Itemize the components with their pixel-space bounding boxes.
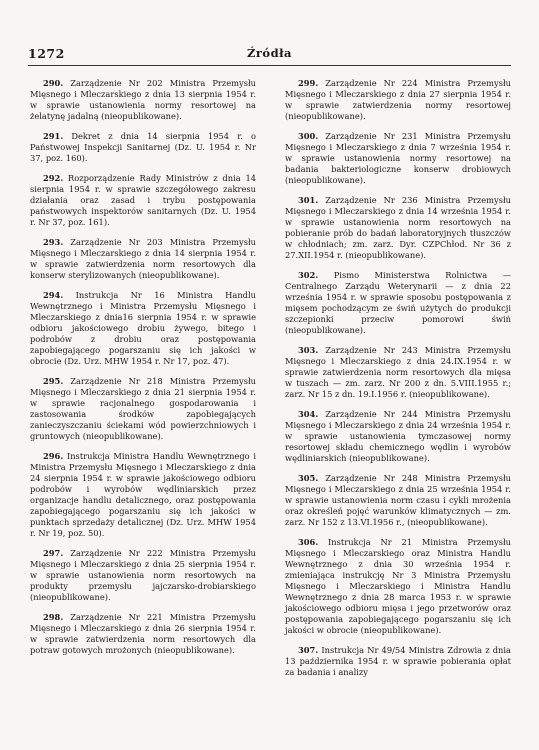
document-entry <box>285 345 511 400</box>
entry-number: 307. <box>298 645 319 655</box>
entry-text: Zarządzenie Nr 222 Ministra Przemysłu Mięsnego i Mleczarskiego z dnia 25 sierpnia 1954 r. w sprawie ustanowienia norm resortowych na produkty przemysłu jajczarsko-drobiarskiego (nieopublikowane). <box>30 548 256 602</box>
entry-text: Zarządzenie Nr 203 Ministra Przemysłu Mięsnego i Mleczarskiego z dnia 14 sierpnia 1954 r. w sprawie zatwierdzenia norm resortowych dla konserw sterylizowanych (nieopublikowane). <box>30 237 256 280</box>
entry-number: 297. <box>43 548 64 558</box>
entry-number: 299. <box>298 78 319 88</box>
document-entry <box>30 376 256 442</box>
entry-number: 301. <box>298 195 319 205</box>
entry-number: 290. <box>43 78 64 88</box>
document-entry <box>30 78 256 122</box>
document-entry <box>285 270 511 336</box>
document-entry <box>285 78 511 122</box>
header-rule <box>28 65 511 66</box>
entry-number: 303. <box>298 345 319 355</box>
entry-text: Zarządzenie Nr 231 Ministra Przemysłu Mięsnego i Mleczarskiego z dnia 7 września 1954 r. w sprawie ustanowienia normy resortowej na badania bakteriologiczne konserw drobiowych (nieopublikowane). <box>285 131 511 185</box>
entry-number: 294. <box>43 290 64 300</box>
entry-text: Pismo Ministerstwa Rolnictwa — Centralnego Zarządu Weterynarii — z dnia 22 września 1954 r. w sprawie sposobu postępowania z mięsem pochodzącym ze świń użytych do produkcji szczepionki przeciw pomorowi świń (nieopublikowane). <box>285 270 512 335</box>
entry-number: 293. <box>43 237 64 247</box>
page-number: 1272 <box>28 46 65 61</box>
document-entry <box>30 237 256 281</box>
document-entry <box>30 451 256 539</box>
entry-number: 291. <box>43 131 64 141</box>
entry-text: Dekret z dnia 14 sierpnia 1954 r. o Państwowej Inspekcji Sanitarnej (Dz. U. 1954 r. Nr 37, poz. 160). <box>30 131 256 163</box>
entry-number: 300. <box>298 131 319 141</box>
entry-text: Zarządzenie Nr 236 Ministra Przemysłu Mięsnego i Mleczarskiego z dnia 14 września 1954 r. w sprawie ustanowienia norm resortowych na pobieranie prób do badań laboratoryjnych tłuszczów w chłodniach; zm. zarz. Dyr. CZPChłod. Nr 36 z 27.XII.1954 r. (nieopublikowane). <box>285 195 511 260</box>
entry-text: Zarządzenie Nr 202 Ministra Przemysłu Mięsnego i Mleczarskiego z dnia 13 sierpnia 1954 r. w sprawie ustanowienia normy resortowej na żelatynę jadalną (nieopublikowane). <box>30 78 256 121</box>
entry-number: 296. <box>43 451 64 461</box>
entry-number: 292. <box>43 173 64 183</box>
entry-text: Zarządzenie Nr 224 Ministra Przemysłu Mięsnego i Mleczarskiego z dnia 27 sierpnia 1954 r. w sprawie zatwierdzenia normy resortowej (nieopublikowane). <box>285 78 511 121</box>
document-entry <box>285 131 511 186</box>
entry-number: 295. <box>43 376 64 386</box>
entry-text: Rozporządzenie Rady Ministrów z dnia 14 sierpnia 1954 r. w sprawie szczegółowego zakresu działania oraz zasad i trybu postępowania państwowych inspektorów sanitarnych (Dz. U. 1954 r. Nr 37, poz. 161). <box>30 173 257 227</box>
document-entry <box>285 473 511 528</box>
entry-text: Instrukcja Nr 49/54 Ministra Zdrowia z dnia 13 października 1954 r. w sprawie pobierania opłat za badania i analizy <box>285 645 511 677</box>
entry-number: 298. <box>43 612 64 622</box>
entry-text: Instrukcja Nr 21 Ministra Przemysłu Mięsnego i Mleczarskiego oraz Ministra Handlu Wewnętrznego z dnia 30 września 1954 r. zmieniająca instrukcję Nr 3 Ministra Przemysłu Mięsnego i Mleczarskiego i Ministra Handlu Wewnętrznego z dnia 28 marca 1953 r. w sprawie jakościowego odbioru mięsa i jego przetworów oraz postępowania zapobiegającego pogarszaniu się ich jakości w obrocie (nieopublikowane). <box>285 537 511 635</box>
document-entry <box>30 173 256 228</box>
page-header <box>28 46 511 62</box>
entry-number: 305. <box>298 473 319 483</box>
entry-text: Instrukcja Ministra Handlu Wewnętrznego i Ministra Przemysłu Mięsnego i Mleczarskiego z dnia 24 sierpnia 1954 r. w sprawie jakościowego odbioru podrobów i wyrobów wędliniarskich przez organizacje handlu detalicznego, oraz postępowania zapobiegającego pogarszaniu się ich jakości w punktach sprzedaży detalicznej (Dz. Urz. MHW 1954 r. Nr 19, poz. 50). <box>30 451 256 538</box>
left-column <box>30 78 256 665</box>
document-entry <box>285 195 511 261</box>
running-title: Źródła <box>246 46 293 60</box>
entry-text: Instrukcja Nr 16 Ministra Handlu Wewnętrznego i Ministra Przemysłu Mięsnego i Mleczarskiego z dnia16 sierpnia 1954 r. w sprawie odbioru jakościowego drobiu żywego, bitego i podrobów z drobiu oraz postępowania zapobiegającego pogarszaniu się ich jakości w obrocie (Dz. Urz. MHW 1954 r. Nr 17, poz. 47). <box>30 290 256 366</box>
document-entry <box>30 131 256 164</box>
document-entry <box>30 548 256 603</box>
entry-text: Zarządzenie Nr 218 Ministra Przemysłu Mięsnego i Mleczarskiego z dnia 21 sierpnia 1954 r. w sprawie racjonalnego gospodarowania i zastosowania środków zapobiegających zanieczyszczaniu ściekami wód powierzchniowych i gruntowych (nieopublikowane). <box>30 376 256 441</box>
entry-text: Zarządzenie Nr 244 Ministra Przemysłu Mięsnego i Mleczarskiego z dnia 24 września 1954 r. w sprawie ustanowienia tymczasowej normy resortowej składu chemicznego wędlin i wyrobów wędliniarskich (nieopublikowane). <box>285 409 511 463</box>
entry-number: 306. <box>298 537 319 547</box>
document-entry <box>285 537 511 636</box>
entry-text: Zarządzenie Nr 248 Ministra Przemysłu Mięsnego i Mleczarskiego z dnia 25 września 1954 r. w sprawie ustanowienia norm czasu i cykli mrożenia oraz określeń pojęć warunków klimatycznych — zm. zarz. Nr 152 z 13.VI.1956 r., (nieopublikowane). <box>285 473 511 527</box>
document-entry <box>30 612 256 656</box>
entry-number: 304. <box>298 409 319 419</box>
entry-text: Zarządzenie Nr 221 Ministra Przemysłu Mięsnego i Mleczarskiego z dnia 26 sierpnia 1954 r. w sprawie zatwierdzenia norm resortowych dla potraw gotowych mrożonych (nieopublikowane). <box>30 612 256 655</box>
entry-text: Zarządzenie Nr 243 Ministra Przemysłu Mięsnego i Mleczarskiego z dnia 24.IX.1954 r. w sprawie zatwierdzenia norm resortowych dla mięsa w tuszach — zm. zarz. Nr 200 z dn. 5.VIII.1955 r.; zarz. Nr 15 z dn. 19.I.1956 r. (nieopublikowane). <box>285 345 511 399</box>
entry-number: 302. <box>298 270 319 280</box>
document-entry <box>30 290 256 367</box>
document-entry <box>285 645 511 678</box>
right-column <box>285 78 511 687</box>
document-entry <box>285 409 511 464</box>
